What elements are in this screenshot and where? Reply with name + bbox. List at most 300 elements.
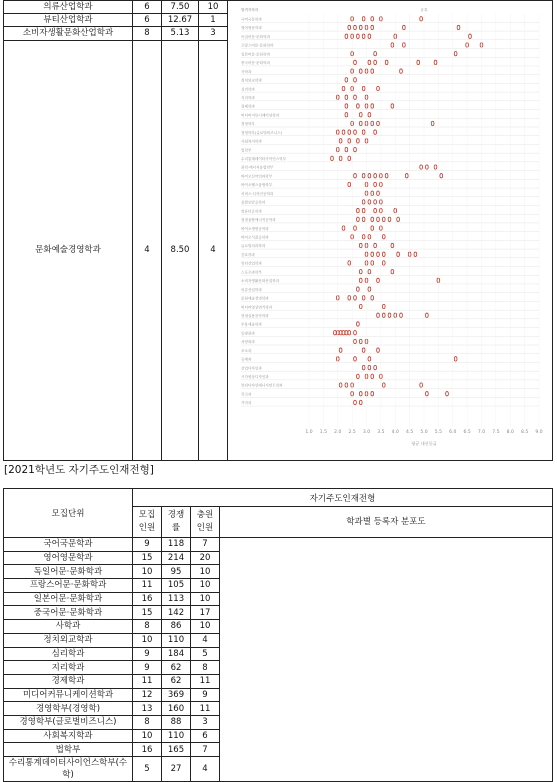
row-label: 무용예술학과	[241, 322, 262, 327]
ratio-cell: 7.50	[162, 1, 199, 14]
fill-cell: 9	[191, 688, 220, 702]
row-label: 바이오신약의과학부	[241, 174, 273, 179]
fill-cell: 11	[191, 702, 220, 716]
dept-cell: 수리통계데이터사이언스학부(수학)	[4, 757, 133, 782]
data-point	[348, 130, 351, 134]
quota-cell: 10	[133, 729, 162, 743]
data-point	[359, 243, 362, 247]
row-label: 바이오생명공학과	[241, 226, 269, 231]
data-point	[382, 304, 385, 308]
data-point	[426, 313, 429, 317]
ratio-cell: 8.50	[162, 40, 199, 460]
data-point	[357, 322, 360, 326]
quota-cell: 8	[133, 620, 162, 634]
x-tick-label: 5.0	[420, 430, 428, 435]
row-label: 사학과	[241, 69, 252, 74]
data-point	[339, 156, 342, 160]
data-point	[354, 147, 357, 151]
data-point	[414, 252, 417, 256]
data-point	[434, 165, 437, 169]
dept-cell: 경제학과	[4, 674, 133, 688]
x-tick-label: 2.0	[334, 430, 342, 435]
dept-cell: 사학과	[4, 620, 133, 634]
row-label: 작곡과	[241, 392, 252, 397]
ratio-cell: 62	[162, 674, 191, 688]
data-point	[359, 25, 362, 29]
row-label: 심리학과	[241, 87, 255, 92]
data-point	[357, 139, 360, 143]
data-point	[400, 313, 403, 317]
fill-cell: 3	[191, 715, 220, 729]
data-point	[371, 374, 374, 378]
quota-cell: 6	[133, 1, 162, 14]
quota-cell: 11	[133, 579, 162, 593]
quota-cell: 13	[133, 702, 162, 716]
data-point	[362, 208, 365, 212]
row-label: 법학부	[241, 148, 252, 153]
data-point	[368, 174, 371, 178]
row-label: 산업디자인과	[241, 366, 262, 371]
data-point	[345, 95, 348, 99]
data-point	[354, 296, 357, 300]
ratio-cell: 160	[162, 702, 191, 716]
data-point	[388, 217, 391, 221]
data-point	[348, 296, 351, 300]
ratio-header	[162, 507, 191, 538]
fill-cell: 10	[191, 620, 220, 634]
data-point	[345, 78, 348, 82]
quota-header-label: 모집 인원	[138, 510, 156, 533]
x-tick-label: 4.5	[406, 430, 414, 435]
data-point	[391, 243, 394, 247]
group-header: 자기주도인재전형	[133, 489, 553, 507]
unit-header: 모집단위	[4, 489, 133, 538]
quota-cell: 8	[133, 715, 162, 729]
fill-cell: 8	[191, 661, 220, 675]
row-label: 국어국문학과	[241, 17, 262, 22]
fill-cell: 20	[191, 551, 220, 565]
data-point	[362, 17, 365, 21]
fill-cell: 6	[191, 729, 220, 743]
data-point	[377, 191, 380, 195]
ratio-cell: 27	[162, 757, 191, 782]
row-label: 지리학과	[241, 95, 255, 100]
ratio-cell: 5.13	[162, 27, 199, 40]
x-tick-label: 3.0	[362, 430, 371, 435]
data-point	[354, 78, 357, 82]
data-point	[454, 357, 457, 361]
data-point	[359, 339, 362, 343]
data-point	[368, 269, 371, 273]
data-point	[382, 217, 385, 221]
quota-cell: 9	[133, 538, 162, 552]
data-point	[371, 226, 374, 230]
row-label: 융합보안공학과	[241, 200, 266, 205]
section-title: [2021학년도 자기주도인재전형]	[4, 464, 154, 476]
x-tick-label: 8.0	[506, 430, 514, 435]
data-point	[403, 25, 406, 29]
data-point	[362, 34, 365, 38]
chart-header-label: 합격자학과	[241, 8, 259, 12]
fill-cell: 11	[191, 674, 220, 688]
data-point	[382, 261, 385, 265]
data-point	[359, 278, 362, 282]
dept-cell: 정치외교학과	[4, 633, 133, 647]
row-label: 일본어문·문화학과	[241, 52, 270, 57]
dept-cell: 지리학과	[4, 661, 133, 675]
x-tick-label: 7.5	[492, 430, 500, 435]
data-point	[368, 200, 371, 204]
data-point	[385, 60, 388, 64]
data-point	[362, 296, 365, 300]
data-point	[357, 217, 360, 221]
data-point	[391, 269, 394, 273]
data-point	[403, 43, 406, 47]
fill-cell: 17	[191, 606, 220, 620]
data-point	[359, 121, 362, 125]
data-point	[374, 200, 377, 204]
quota-cell: 16	[133, 592, 162, 606]
table-row	[4, 538, 553, 552]
row-label: 중국어문·문화학과	[241, 61, 270, 66]
dept-cell: 뷰티산업학과	[4, 14, 133, 27]
distribution-header: 학과별 등록자 분포도	[220, 507, 553, 538]
data-point	[371, 191, 374, 195]
x-tick-label: 6.5	[463, 430, 471, 435]
data-point	[426, 392, 429, 396]
distribution-cell	[220, 538, 553, 782]
row-label: 스포츠과학부	[241, 270, 262, 275]
ratio-cell: 214	[162, 551, 191, 565]
data-point	[354, 339, 357, 343]
ratio-cell: 142	[162, 606, 191, 620]
data-point	[374, 130, 377, 134]
row-label: 경제학과	[241, 104, 255, 109]
row-label: 독일어문·문화학과	[241, 34, 270, 39]
fill-header-label: 충원 인원	[196, 510, 214, 533]
row-label: 소비자생활문화산업학과	[241, 279, 280, 284]
ratio-cell: 86	[162, 620, 191, 634]
data-point	[339, 348, 342, 352]
data-point	[374, 60, 377, 64]
extra-cell: 4	[199, 40, 228, 460]
data-point	[334, 331, 337, 335]
data-point	[405, 174, 408, 178]
data-point	[377, 348, 380, 352]
x-tick-label: 1.5	[319, 430, 327, 435]
row-label: 서양화과	[241, 340, 255, 345]
data-point	[348, 139, 351, 143]
row-label: 간호학과	[241, 252, 255, 257]
row-label: 뷰티산업학과	[241, 261, 262, 266]
x-tick-label: 7.0	[477, 430, 486, 435]
row-label: 문화예술경영학과	[241, 296, 269, 301]
row-label: 경영학부	[241, 122, 255, 127]
data-point	[374, 208, 377, 212]
data-point	[397, 252, 400, 256]
quota-cell: 12	[133, 688, 162, 702]
x-tick-label: 4.0	[391, 430, 399, 435]
dept-cell: 의류산업학과	[4, 1, 133, 14]
dept-cell: 경영학부(글로벌비즈니스)	[4, 715, 133, 729]
row-label: 글로벌의과학과	[241, 244, 266, 249]
data-point	[342, 130, 345, 134]
data-point	[371, 252, 374, 256]
data-point	[382, 252, 385, 256]
dept-cell: 미디어커뮤니케이션학과	[4, 688, 133, 702]
fill-cell: 7	[191, 743, 220, 757]
row-label: 정치외교학과	[241, 78, 262, 83]
header-row	[4, 489, 553, 507]
data-point	[374, 243, 377, 247]
x-tick-label: 5.5	[434, 430, 442, 435]
data-point	[371, 217, 374, 221]
data-point	[362, 86, 365, 90]
data-point	[371, 296, 374, 300]
data-point	[348, 331, 351, 335]
table-row	[4, 1, 553, 14]
data-point	[359, 400, 362, 404]
data-point	[348, 25, 351, 29]
data-point	[359, 69, 362, 73]
dept-cell: 소비자생활문화산업학과	[4, 27, 133, 40]
data-point	[382, 235, 385, 239]
data-point	[359, 304, 362, 308]
data-point	[382, 383, 385, 387]
row-label: 뷰티디자인매니지먼트학과	[241, 383, 283, 388]
x-tick-label: 6.0	[449, 430, 457, 435]
x-tick-label: 8.5	[521, 430, 529, 435]
row-label: 화학·에너지융합학부	[241, 165, 274, 170]
quota-cell: 9	[133, 661, 162, 675]
data-point	[331, 156, 334, 160]
data-point	[362, 130, 365, 134]
dept-cell: 사회복지학과	[4, 729, 133, 743]
quota-cell: 8	[133, 27, 162, 40]
data-point	[371, 17, 374, 21]
extra-cell: 3	[199, 27, 228, 40]
data-point	[354, 95, 357, 99]
dept-cell: 독일어문·문화학과	[4, 565, 133, 579]
data-point	[354, 174, 357, 178]
data-point	[400, 69, 403, 73]
row-label: 미디어커뮤니케이션학과	[241, 113, 280, 118]
data-point	[374, 174, 377, 178]
data-point	[368, 34, 371, 38]
data-point	[345, 34, 348, 38]
data-point	[371, 121, 374, 125]
quota-cell: 10	[133, 565, 162, 579]
data-point	[354, 331, 357, 335]
x-tick-label: 9.0	[535, 430, 543, 435]
data-point	[342, 86, 345, 90]
data-point	[457, 25, 460, 29]
x-tick-label: 1.0	[305, 430, 313, 435]
data-point	[362, 174, 365, 178]
row-label: 바이오식품공학과	[241, 235, 269, 240]
distribution-scatter-chart	[231, 1, 549, 456]
data-point	[345, 104, 348, 108]
data-point	[377, 278, 380, 282]
row-label: 영어영문학과	[241, 26, 262, 31]
top-admissions-table	[3, 0, 553, 461]
data-point	[339, 139, 342, 143]
data-point	[371, 69, 374, 73]
row-label: 의류산업학과	[241, 287, 262, 292]
data-point	[420, 383, 423, 387]
fill-cell: 4	[191, 757, 220, 782]
dept-cell: 경영학부(경영학)	[4, 702, 133, 716]
ratio-cell: 113	[162, 592, 191, 606]
data-point	[354, 357, 357, 361]
extra-cell: 1	[199, 14, 228, 27]
table-body	[4, 538, 553, 782]
fill-cell: 4	[191, 633, 220, 647]
ratio-cell: 110	[162, 633, 191, 647]
data-point	[342, 226, 345, 230]
data-point	[377, 313, 380, 317]
data-point	[446, 392, 449, 396]
data-point	[434, 60, 437, 64]
data-point	[377, 252, 380, 256]
row-label: 미디어영상연기학과	[241, 305, 273, 310]
data-point	[368, 60, 371, 64]
fill-cell: 5	[191, 647, 220, 661]
dept-cell: 영어영문학과	[4, 551, 133, 565]
dept-cell: 중국어문·문화학과	[4, 606, 133, 620]
quota-cell: 5	[133, 757, 162, 782]
data-point	[368, 357, 371, 361]
self-directed-admission-table	[3, 488, 553, 782]
ratio-cell: 110	[162, 729, 191, 743]
row-label: 동양화과	[241, 331, 255, 336]
data-point	[374, 51, 377, 55]
data-point	[362, 235, 365, 239]
row-label: 공예과	[241, 357, 252, 362]
data-point	[354, 130, 357, 134]
data-point	[345, 331, 348, 335]
quota-cell: 4	[133, 40, 162, 460]
scatter-chart-cell	[228, 1, 553, 461]
quota-cell: 6	[133, 14, 162, 27]
quota-cell: 16	[133, 743, 162, 757]
data-point	[440, 174, 443, 178]
data-point	[357, 208, 360, 212]
ratio-cell: 88	[162, 715, 191, 729]
data-point	[420, 17, 423, 21]
row-label: 시각영상디자인과	[241, 375, 269, 380]
data-point	[374, 182, 377, 186]
data-point	[362, 348, 365, 352]
dept-cell: 법학부	[4, 743, 133, 757]
chart-header-label: 등록	[420, 8, 428, 12]
dept-cell: 프랑스어문·문화학과	[4, 579, 133, 593]
data-point	[339, 383, 342, 387]
row-label: 바이오헬스융합학부	[241, 183, 273, 188]
data-point	[348, 182, 351, 186]
data-point	[454, 51, 457, 55]
fill-header	[191, 507, 220, 538]
data-point	[420, 165, 423, 169]
data-point	[371, 261, 374, 265]
quota-cell: 9	[133, 647, 162, 661]
data-point	[371, 104, 374, 108]
ratio-cell: 165	[162, 743, 191, 757]
extra-cell: 10	[199, 1, 228, 14]
data-point	[385, 174, 388, 178]
fill-cell: 10	[191, 565, 220, 579]
data-point	[469, 34, 472, 38]
data-point	[354, 400, 357, 404]
data-point	[359, 269, 362, 273]
row-label: 경영학부(글로벌비즈니스)	[241, 130, 282, 135]
ratio-cell: 12.67	[162, 14, 199, 27]
data-point	[348, 261, 351, 265]
data-point	[368, 113, 371, 117]
x-axis-label: 평균 내신등급	[411, 441, 437, 446]
data-point	[339, 331, 342, 335]
row-label: 컴퓨터공학과	[241, 209, 262, 214]
data-point	[359, 392, 362, 396]
data-point	[357, 374, 360, 378]
data-point	[391, 104, 394, 108]
dept-cell: 일본어문·문화학과	[4, 592, 133, 606]
data-point	[377, 217, 380, 221]
data-point	[345, 113, 348, 117]
data-point	[417, 60, 420, 64]
data-point	[354, 226, 357, 230]
data-point	[374, 365, 377, 369]
data-point	[368, 365, 371, 369]
ratio-cell: 62	[162, 661, 191, 675]
data-point	[377, 121, 380, 125]
data-point	[371, 392, 374, 396]
data-point	[345, 147, 348, 151]
ratio-cell: 118	[162, 538, 191, 552]
data-point	[359, 113, 362, 117]
row-label: 청정융합에너지공학과	[241, 218, 276, 223]
row-label: 조소과	[241, 348, 252, 353]
data-point	[354, 60, 357, 64]
data-point	[357, 287, 360, 291]
data-point	[431, 121, 434, 125]
quota-cell: 15	[133, 606, 162, 620]
row-label: 프랑스어문·문화학과	[241, 43, 274, 48]
ratio-cell: 95	[162, 565, 191, 579]
quota-cell: 15	[133, 551, 162, 565]
row-label: 수리통계데이터사이언스학부	[241, 157, 287, 162]
x-tick-label: 2.5	[348, 430, 356, 435]
fill-cell: 10	[191, 579, 220, 593]
quota-header	[133, 507, 162, 538]
data-point	[368, 235, 371, 239]
ratio-header-label: 경쟁 률	[167, 510, 185, 533]
fill-cell: 7	[191, 538, 220, 552]
data-point	[362, 365, 365, 369]
quota-cell: 11	[133, 674, 162, 688]
ratio-cell: 184	[162, 647, 191, 661]
fill-cell: 10	[191, 592, 220, 606]
data-point	[397, 217, 400, 221]
data-point	[342, 331, 345, 335]
data-point	[388, 313, 391, 317]
data-point	[357, 34, 360, 38]
data-point	[357, 104, 360, 108]
ratio-cell: 105	[162, 579, 191, 593]
x-tick-label: 3.5	[377, 430, 385, 435]
data-point	[382, 313, 385, 317]
ratio-cell: 369	[162, 688, 191, 702]
